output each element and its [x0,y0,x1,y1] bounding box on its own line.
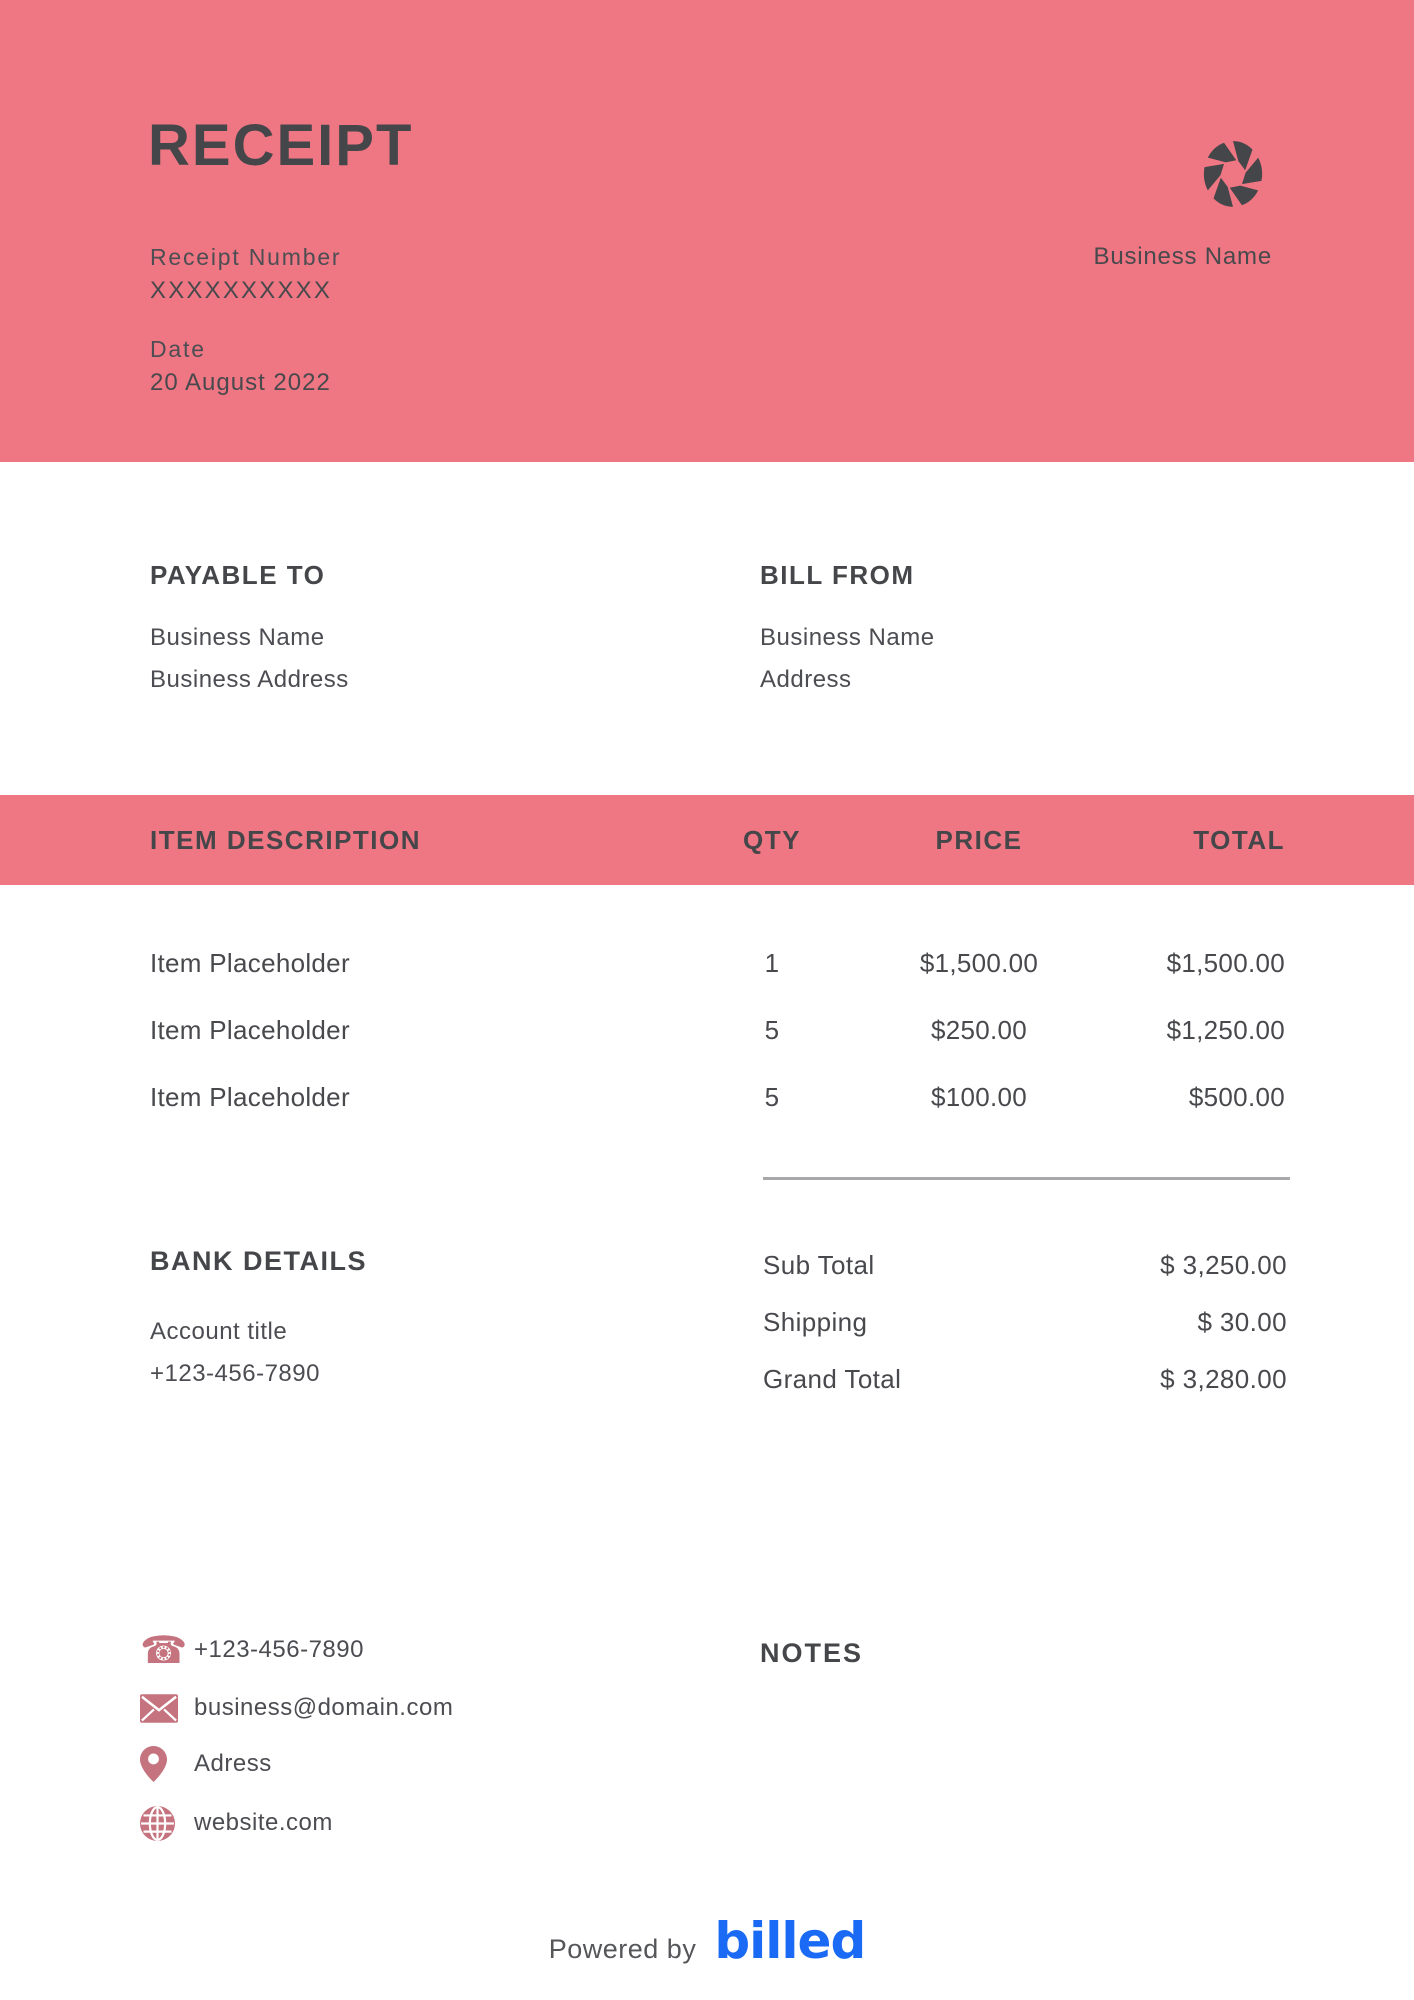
item-description: Item Placeholder [150,1082,350,1112]
col-header-description: ITEM DESCRIPTION [150,825,422,855]
item-qty: 5 [764,1015,780,1045]
item-description: Item Placeholder [150,948,350,978]
item-total: $1,500.00 [1166,948,1285,978]
bill-from-name: Business Name [760,624,935,651]
page-title: RECEIPT [148,113,414,178]
subtotal-label: Sub Total [763,1250,875,1280]
grand-total-value: $ 3,280.00 [1160,1364,1287,1394]
bank-phone-number: +123-456-7890 [150,1360,320,1387]
grand-total-label: Grand Total [763,1364,902,1394]
header-band [0,0,1414,462]
contact-phone-text: +123-456-7890 [194,1636,364,1663]
footer [0,1912,1414,1982]
item-total: $1,250.00 [1166,1015,1285,1045]
contact-email-text: business@domain.com [194,1694,454,1721]
payable-to-heading: PAYABLE TO [150,560,326,590]
item-total: $500.00 [1188,1082,1285,1112]
subtotal-value: $ 3,250.00 [1160,1250,1287,1280]
bill-from-address: Address [760,666,852,693]
item-description: Item Placeholder [150,1015,350,1045]
table-row [0,1080,1414,1114]
col-header-qty: QTY [743,825,801,855]
payable-to-address: Business Address [150,666,349,693]
table-row [0,946,1414,980]
contact-website-text: website.com [194,1809,333,1836]
date-value: 20 August 2022 [150,369,331,396]
date-label: Date [150,336,206,362]
powered-by-text: Powered by [548,1934,697,1964]
contact-address-row [140,1744,640,1784]
location-icon [140,1744,182,1784]
bank-account-title: Account title [150,1318,288,1345]
notes-heading: NOTES [760,1638,864,1668]
col-header-price: PRICE [935,825,1023,855]
globe-icon [140,1803,182,1843]
shipping-value: $ 30.00 [1197,1307,1287,1337]
item-qty: 5 [764,1082,780,1112]
receipt-number-label: Receipt Number [150,244,342,270]
aperture-icon [1202,139,1264,209]
receipt-number-value: XXXXXXXXXX [150,277,333,304]
contact-address-text: Adress [194,1750,272,1777]
contact-website-row [140,1803,640,1843]
payable-to-name: Business Name [150,624,325,651]
col-header-total: TOTAL [1193,825,1285,855]
item-qty: 1 [764,948,780,978]
table-row [0,1013,1414,1047]
summary-divider [763,1177,1290,1180]
item-price: $100.00 [930,1082,1028,1112]
bank-details-heading: BANK DETAILS [150,1246,367,1276]
item-price: $250.00 [930,1015,1028,1045]
contact-phone-row [140,1630,640,1670]
business-logo [1202,139,1264,209]
email-icon [140,1688,182,1728]
shipping-label: Shipping [763,1307,868,1337]
bill-from-heading: BILL FROM [760,560,915,590]
header-business-name: Business Name [1093,243,1272,270]
billed-logo: billed [714,1912,866,1970]
items-table-header [0,795,1414,885]
contact-email-row [140,1688,640,1728]
phone-icon: ☎ [140,1628,188,1672]
item-price: $1,500.00 [919,948,1039,978]
